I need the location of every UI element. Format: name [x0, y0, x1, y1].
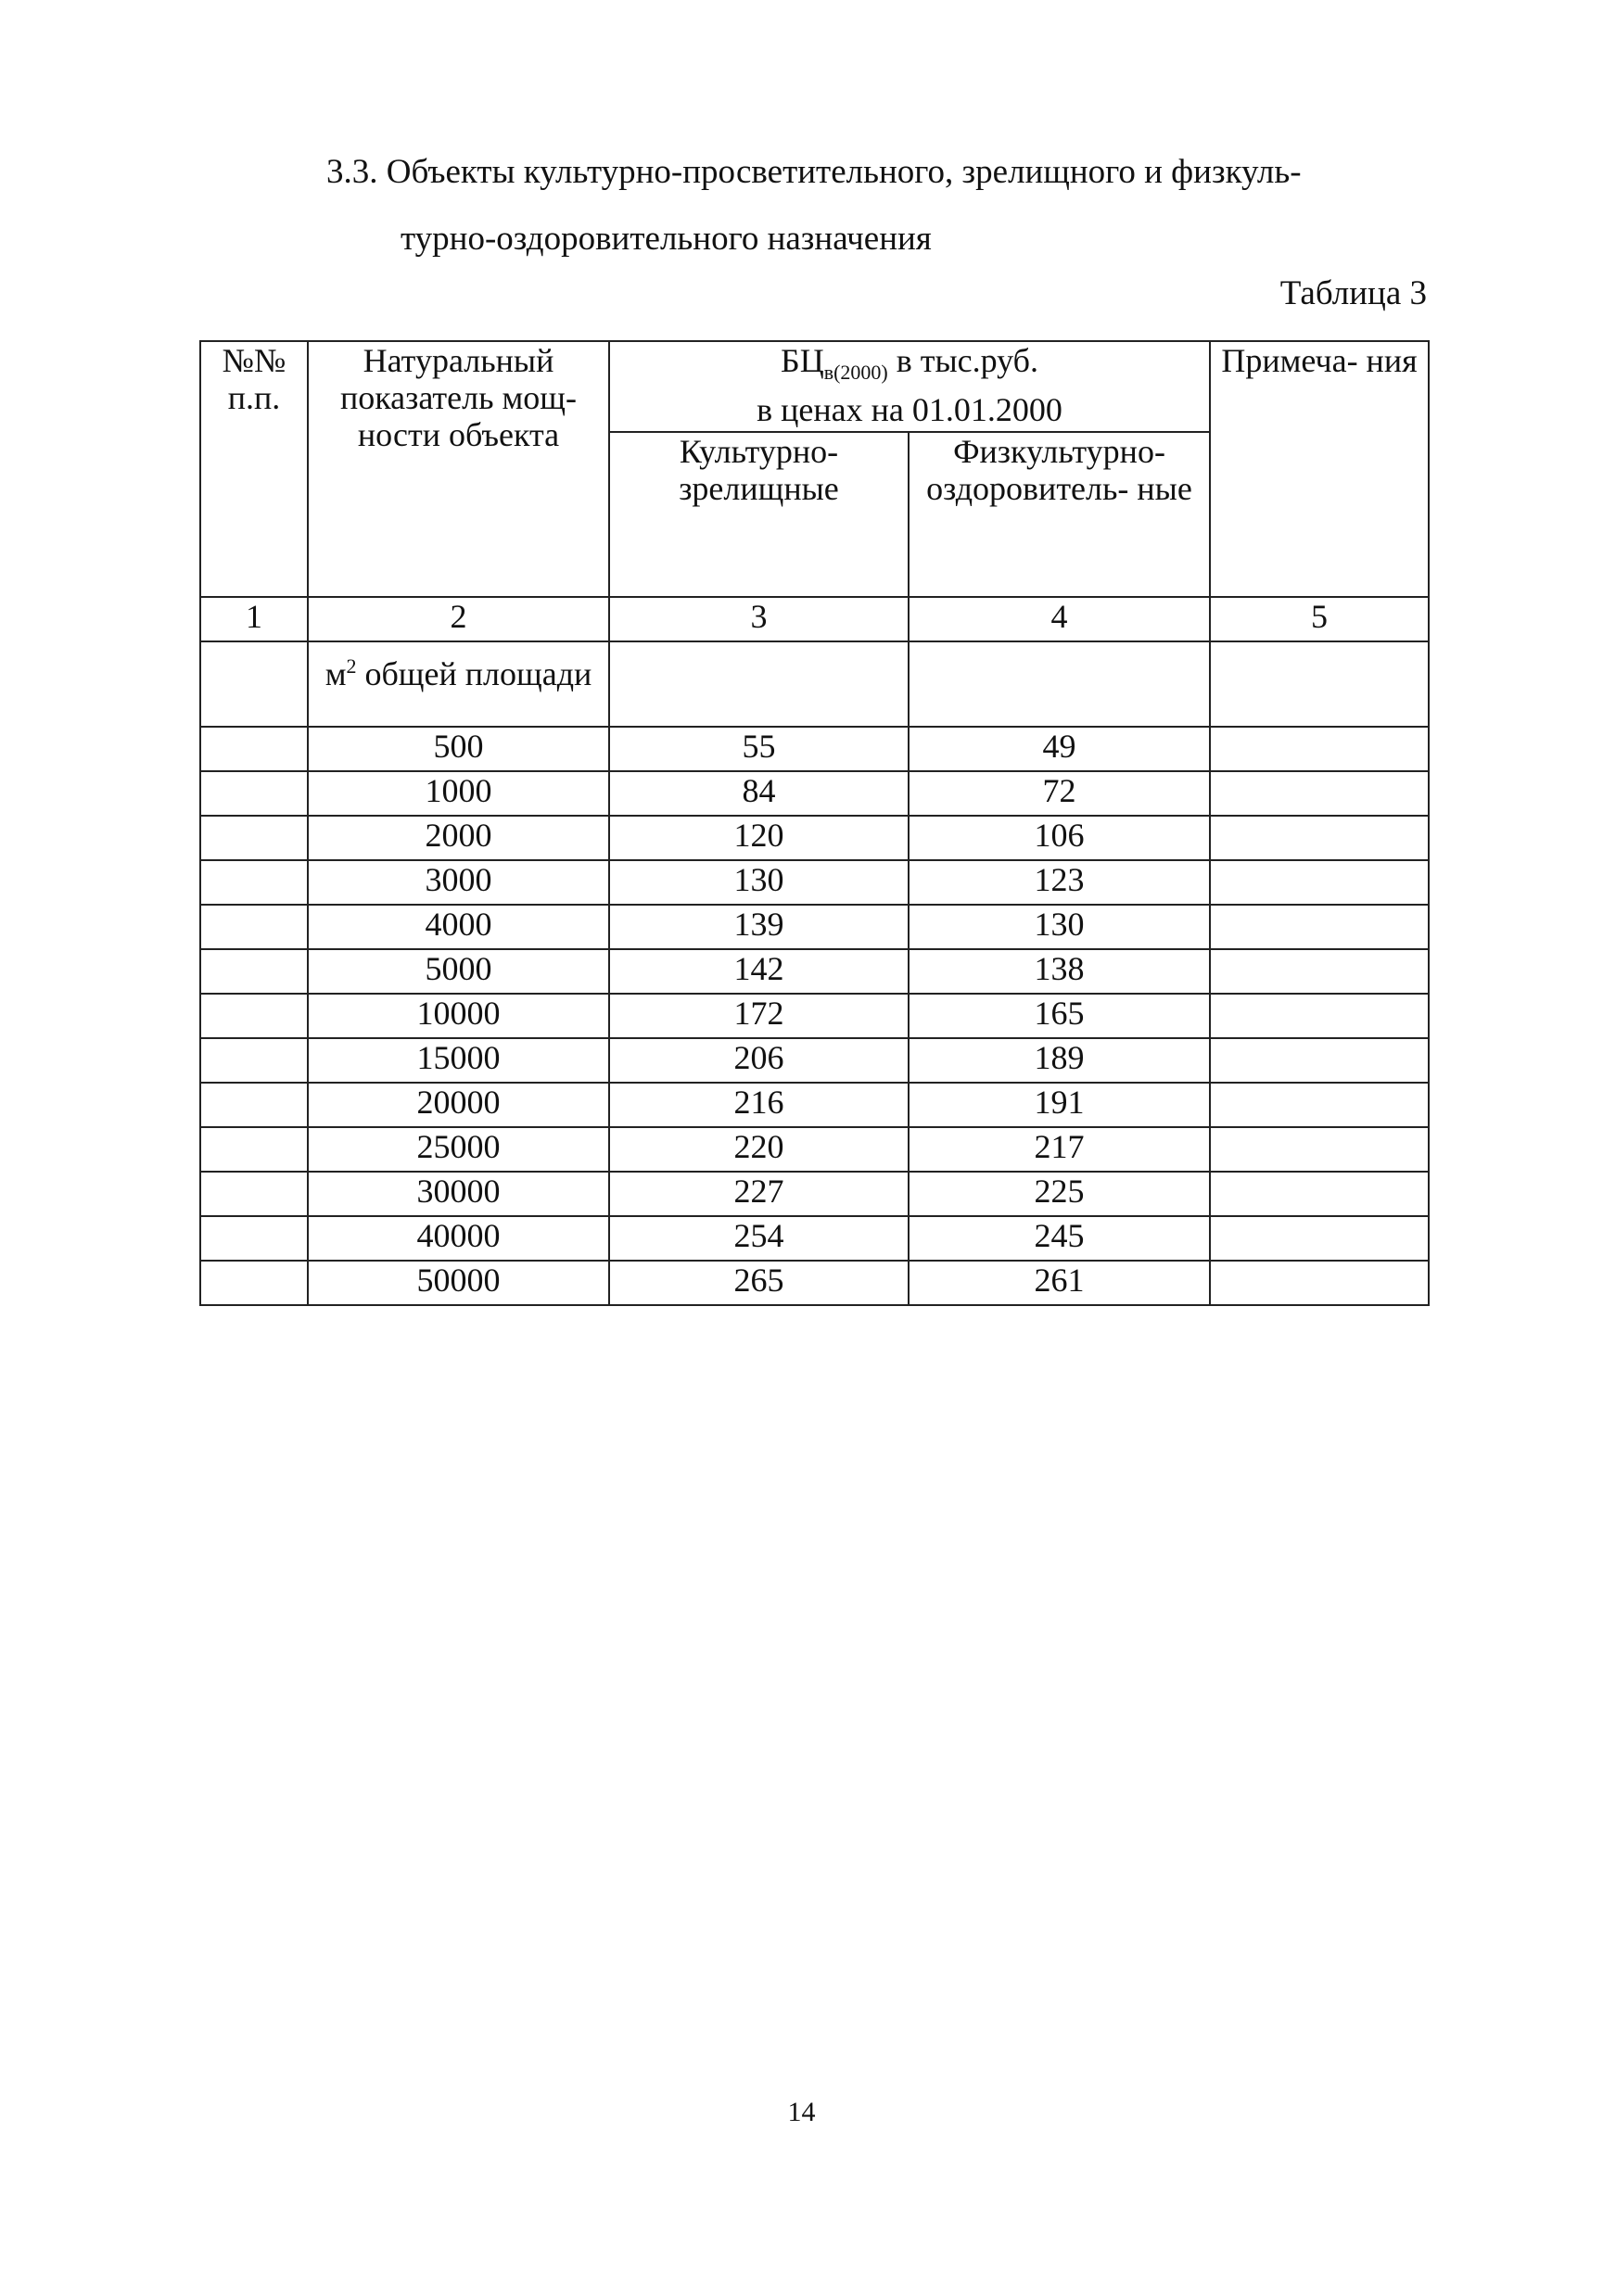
- area-cell: 40000: [308, 1216, 609, 1261]
- area-cell: 2000: [308, 816, 609, 860]
- row-number-cell: [200, 1261, 308, 1305]
- column-number: 3: [609, 597, 909, 641]
- header-group-subscript: в(2000): [823, 361, 888, 385]
- table-row: [200, 1172, 1429, 1216]
- row-number-cell: [200, 771, 308, 816]
- unit-superscript: 2: [346, 654, 357, 678]
- notes-cell: [1210, 771, 1429, 816]
- sport-cost-cell: 138: [909, 949, 1210, 994]
- column-number-row: [200, 597, 1429, 641]
- row-number-cell: [200, 905, 308, 949]
- table-row: [200, 994, 1429, 1038]
- area-cell: 1000: [308, 771, 609, 816]
- area-cell: 500: [308, 727, 609, 771]
- culture-cost-cell: 220: [609, 1127, 909, 1172]
- sport-cost-cell: 261: [909, 1261, 1210, 1305]
- header-group-line2: в ценах на 01.01.2000: [757, 391, 1062, 429]
- unit-label: [325, 642, 592, 692]
- cost-table: [199, 340, 1430, 1306]
- column-number: 5: [1210, 597, 1429, 641]
- area-cell: 20000: [308, 1083, 609, 1127]
- notes-cell: [1210, 860, 1429, 905]
- table-row: [200, 1127, 1429, 1172]
- area-cell: 25000: [308, 1127, 609, 1172]
- empty-cell: [909, 641, 1210, 727]
- notes-cell: [1210, 1083, 1429, 1127]
- table-caption: Таблица 3: [1279, 274, 1427, 312]
- area-cell: 3000: [308, 860, 609, 905]
- header-col-culture: Культурно- зрелищные: [609, 432, 909, 597]
- sport-cost-cell: 245: [909, 1216, 1210, 1261]
- row-number-cell: [200, 994, 308, 1038]
- table-row: [200, 1216, 1429, 1261]
- header-col-notes: Примеча- ния: [1210, 341, 1429, 597]
- sport-cost-cell: 123: [909, 860, 1210, 905]
- section-heading: [326, 139, 1439, 273]
- table-row: [200, 1083, 1429, 1127]
- culture-cost-cell: 216: [609, 1083, 909, 1127]
- area-cell: 4000: [308, 905, 609, 949]
- row-number-cell: [200, 1083, 308, 1127]
- table-row: [200, 771, 1429, 816]
- header-col-sport: Физкультурно- оздоровитель- ные: [909, 432, 1210, 597]
- header-col-group: [609, 341, 1210, 432]
- sport-cost-cell: 217: [909, 1127, 1210, 1172]
- culture-cost-cell: 172: [609, 994, 909, 1038]
- unit-row: [200, 641, 1429, 727]
- notes-cell: [1210, 727, 1429, 771]
- header-group-tail: в тыс.руб.: [887, 342, 1038, 379]
- row-number-cell: [200, 1216, 308, 1261]
- row-number-cell: [200, 1038, 308, 1083]
- table-row: [200, 1261, 1429, 1305]
- unit-cell: [308, 641, 609, 727]
- table-row: [200, 860, 1429, 905]
- sport-cost-cell: 130: [909, 905, 1210, 949]
- sport-cost-cell: 191: [909, 1083, 1210, 1127]
- area-cell: 10000: [308, 994, 609, 1038]
- notes-cell: [1210, 1038, 1429, 1083]
- notes-cell: [1210, 1172, 1429, 1216]
- column-number: 1: [200, 597, 308, 641]
- notes-cell: [1210, 994, 1429, 1038]
- sport-cost-cell: 189: [909, 1038, 1210, 1083]
- section-heading-line2: турно-оздоровительного назначения: [401, 220, 932, 258]
- notes-cell: [1210, 816, 1429, 860]
- culture-cost-cell: 130: [609, 860, 909, 905]
- sport-cost-cell: 225: [909, 1172, 1210, 1216]
- sport-cost-cell: 49: [909, 727, 1210, 771]
- culture-cost-cell: 254: [609, 1216, 909, 1261]
- column-number: 4: [909, 597, 1210, 641]
- sport-cost-cell: 165: [909, 994, 1210, 1038]
- empty-cell: [1210, 641, 1429, 727]
- culture-cost-cell: 206: [609, 1038, 909, 1083]
- row-number-cell: [200, 816, 308, 860]
- table-row: [200, 905, 1429, 949]
- header-group-main: БЦ: [781, 342, 824, 379]
- table-row: [200, 727, 1429, 771]
- header-col-indicator: Натуральный показатель мощ- ности объекта: [308, 341, 609, 597]
- table-row: [200, 949, 1429, 994]
- culture-cost-cell: 142: [609, 949, 909, 994]
- unit-suffix: общей площади: [356, 655, 592, 692]
- culture-cost-cell: 227: [609, 1172, 909, 1216]
- page-number: 14: [787, 2097, 816, 2127]
- sport-cost-cell: 106: [909, 816, 1210, 860]
- culture-cost-cell: 55: [609, 727, 909, 771]
- area-cell: 50000: [308, 1261, 609, 1305]
- table-row: [200, 1038, 1429, 1083]
- notes-cell: [1210, 1261, 1429, 1305]
- notes-cell: [1210, 905, 1429, 949]
- notes-cell: [1210, 1216, 1429, 1261]
- column-number: 2: [308, 597, 609, 641]
- row-number-cell: [200, 1127, 308, 1172]
- area-cell: 5000: [308, 949, 609, 994]
- table-row: [200, 816, 1429, 860]
- header-col-num: №№ п.п.: [200, 341, 308, 597]
- culture-cost-cell: 120: [609, 816, 909, 860]
- area-cell: 15000: [308, 1038, 609, 1083]
- row-number-cell: [200, 1172, 308, 1216]
- culture-cost-cell: 265: [609, 1261, 909, 1305]
- section-heading-line1: 3.3. Объекты культурно-просветительного, зрелищного и физкуль-: [326, 153, 1302, 191]
- empty-cell: [609, 641, 909, 727]
- culture-cost-cell: 84: [609, 771, 909, 816]
- row-number-cell: [200, 860, 308, 905]
- notes-cell: [1210, 1127, 1429, 1172]
- notes-cell: [1210, 949, 1429, 994]
- area-cell: 30000: [308, 1172, 609, 1216]
- sport-cost-cell: 72: [909, 771, 1210, 816]
- row-number-cell: [200, 727, 308, 771]
- culture-cost-cell: 139: [609, 905, 909, 949]
- unit-prefix: м: [324, 655, 347, 692]
- empty-cell: [200, 641, 308, 727]
- row-number-cell: [200, 949, 308, 994]
